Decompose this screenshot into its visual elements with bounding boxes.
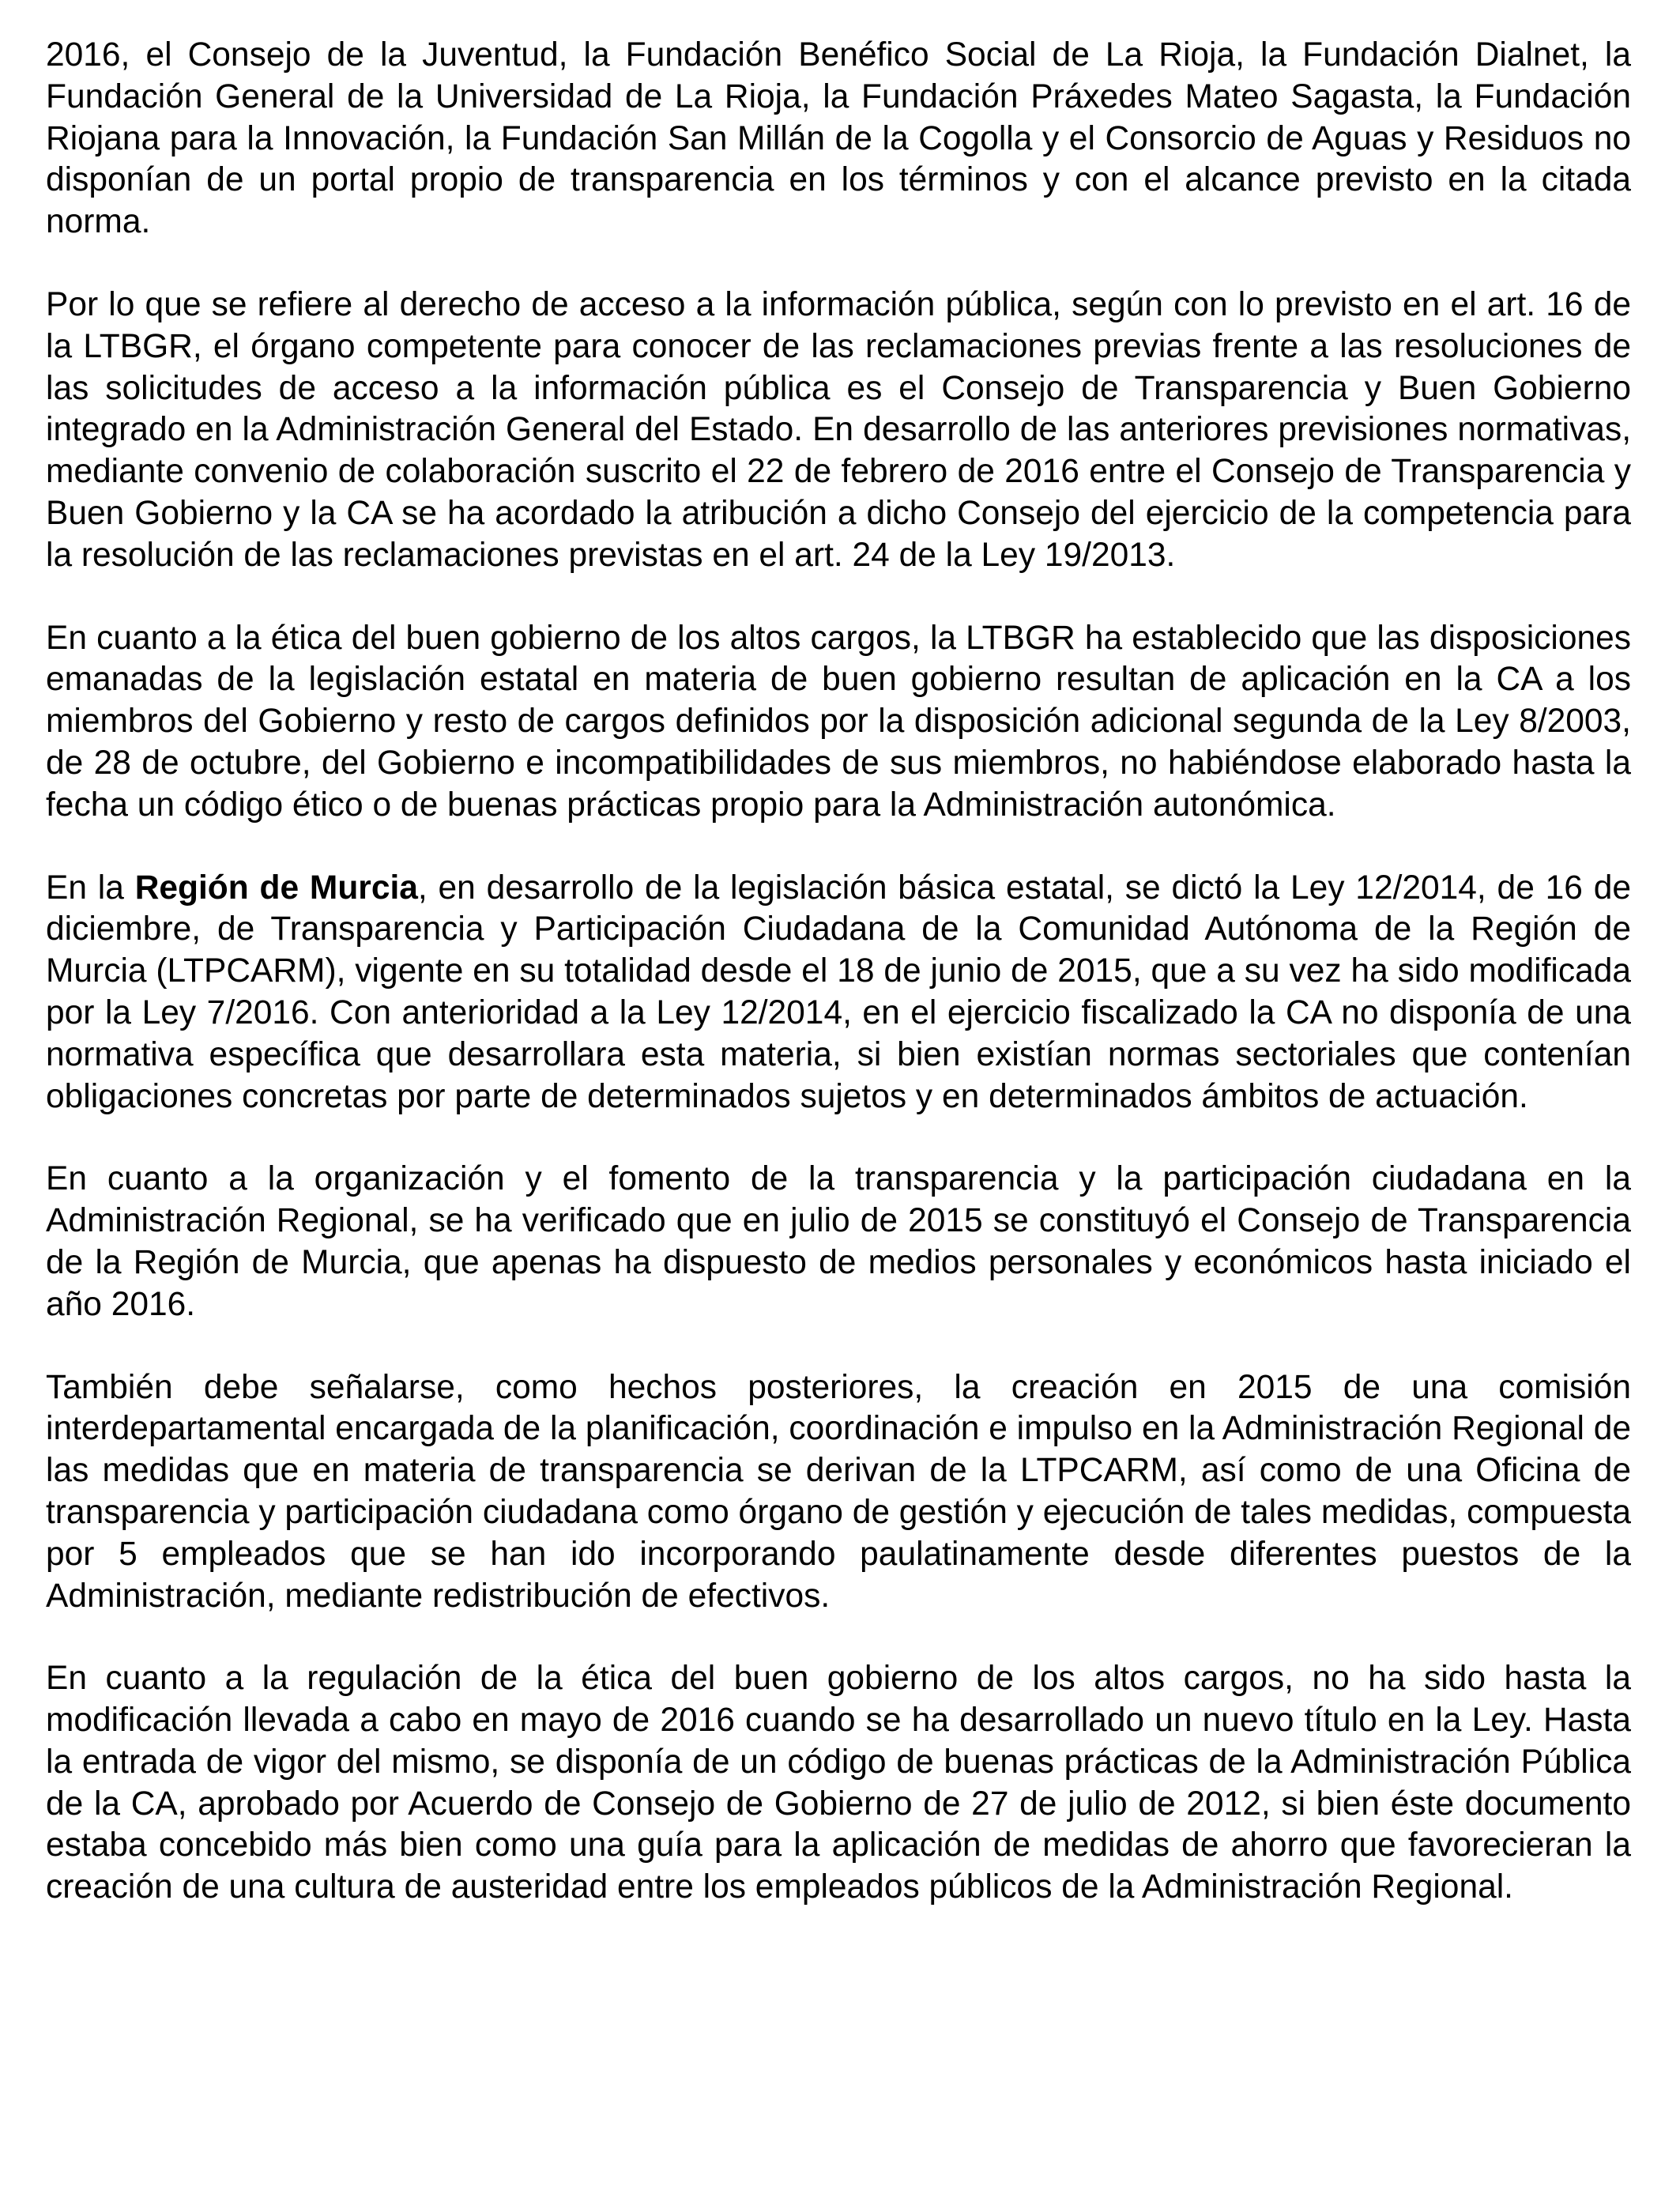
document-page bbox=[46, 35, 1631, 1909]
paragraph-murcia-law bbox=[46, 868, 1631, 1118]
paragraph-murcia-body: , en desarrollo de la legislación básica estatal, se dictó la Ley 12/2014, de 16 de diciembre, de Transparencia y Participación Ciudadana de la Comunidad Autónoma de la Región de Murcia (LTPCARM), vigente en su totalidad desde el 18 de junio de 2015, que a su vez ha sido modificada por la Ley 7/2016. Con anterioridad a la Ley 12/2014, en el ejercicio fiscalizado la CA no disponía de una normativa específica que desarrollara esta materia, si bien existían normas sectoriales que contenían obligaciones concretas por parte de determinados sujetos y en determinados ámbitos de actuación. bbox=[46, 869, 1631, 1115]
paragraph-murcia-office: También debe señalarse, como hechos posteriores, la creación en 2015 de una comisión interdepartamental encargada de la planificación, coordinación e impulso en la Administración Regional de las medidas que en materia de transparencia se derivan de la LTPCARM, así como de una Oficina de transparencia y participación ciudadana como órgano de gestión y ejecución de tales medidas, compuesta por 5 empleados que se han ido incorporando paulatinamente desde diferentes puestos de la Administración, mediante redistribución de efectivos. bbox=[46, 1368, 1631, 1615]
region-name-murcia: Región de Murcia bbox=[134, 869, 418, 907]
paragraph-murcia-council: En cuanto a la organización y el fomento de la transparencia y la participación ciudadana en la Administración Regional, se ha verificado que en julio de 2015 se constituyó el Consejo de Transparencia de la Región de Murcia, que apenas ha dispuesto de medios personales y económicos hasta iniciado el año 2016. bbox=[46, 1160, 1631, 1323]
paragraph-rioja-access-right: Por lo que se refiere al derecho de acceso a la información pública, según con lo previsto en el art. 16 de la LTBGR, el órgano competente para conocer de las reclamaciones previas frente a las resoluciones de las solicitudes de acceso a la información pública es el Consejo de Transparencia y Buen Gobierno integrado en la Administración General del Estado. En desarrollo de las anteriores previsiones normativas, mediante convenio de colaboración suscrito el 22 de febrero de 2016 entre el Consejo de Transparencia y Buen Gobierno y la CA se ha acordado la atribución a dicho Consejo del ejercicio de la competencia para la resolución de las reclamaciones previstas en el art. 24 de la Ley 19/2013. bbox=[46, 285, 1631, 574]
paragraph-rioja-ethics: En cuanto a la ética del buen gobierno de los altos cargos, la LTBGR ha establecido que las disposiciones emanadas de la legislación estatal en materia de buen gobierno resultan de aplicación en la CA a los miembros del Gobierno y resto de cargos definidos por la disposición adicional segunda de la Ley 8/2003, de 28 de octubre, del Gobierno e incompatibilidades de sus miembros, no habiéndose elaborado hasta la fecha un código ético o de buenas prácticas propio para la Administración autonómica. bbox=[46, 619, 1631, 824]
paragraph-rioja-transparency-portals: 2016, el Consejo de la Juventud, la Fundación Benéfico Social de La Rioja, la Fundación Dialnet, la Fundación General de la Universidad de La Rioja, la Fundación Práxedes Mateo Sagasta, la Fundación Riojana para la Innovación, la Fundación San Millán de la Cogolla y el Consorcio de Aguas y Residuos no disponían de un portal propio de transparencia en los términos y con el alcance previsto en la citada norma. bbox=[46, 36, 1631, 241]
paragraph-murcia-prefix: En la bbox=[46, 869, 135, 907]
paragraph-murcia-ethics: En cuanto a la regulación de la ética del buen gobierno de los altos cargos, no ha sido hasta la modificación llevada a cabo en mayo de 2016 cuando se ha desarrollado un nuevo título en la Ley. Hasta la entrada de vigor del mismo, se disponía de un código de buenas prácticas de la Administración Pública de la CA, aprobado por Acuerdo de Consejo de Gobierno de 27 de julio de 2012, si bien éste documento estaba concebido más bien como una guía para la aplicación de medidas de ahorro que favorecieran la creación de una cultura de austeridad entre los empleados públicos de la Administración Regional. bbox=[46, 1660, 1631, 1906]
